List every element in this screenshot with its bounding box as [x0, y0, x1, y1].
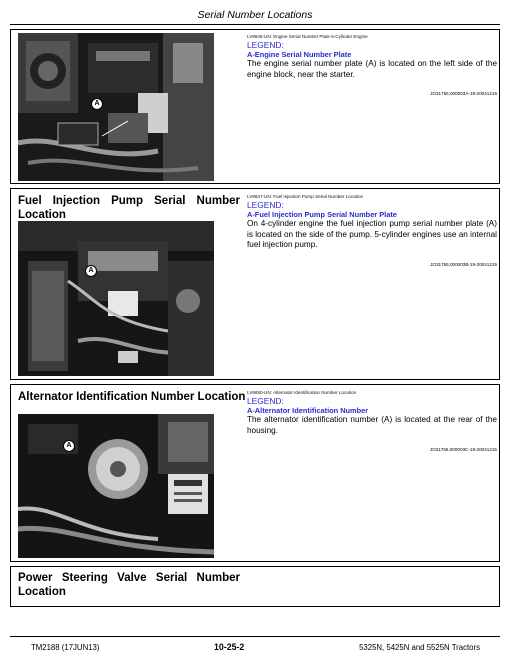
heading-line-2: Location [18, 209, 66, 221]
heading-line-1: Fuel Injection Pump Serial Number [18, 195, 240, 207]
header-divider [10, 24, 500, 25]
footer-doc-id: TM2188 (17JUN13) [31, 643, 100, 652]
legend-label: LEGEND: [247, 396, 284, 406]
callout-a: A [91, 98, 103, 110]
caption-body: On 4-cylinder engine the fuel injection pump serial number plate (A) is located on the side of the pump. 5-cylinder engines use an internal fuel injection pump. [247, 219, 497, 249]
reference-code: JO31755,000003B-19-20041215 [430, 261, 497, 267]
legend-item: A-Engine Serial Number Plate [247, 50, 352, 59]
alternator-caption [247, 389, 497, 454]
reference-code: JO31755,000003C-19-20041215 [429, 447, 497, 452]
engine-serial-plate-caption [247, 33, 497, 98]
section-engine-serial-plate [10, 29, 500, 184]
section-heading [18, 194, 240, 222]
figure-id: LV9646-UN: Engine Serial Number Plate 5-Cylinder Engine [247, 34, 368, 39]
figure-id: LV9650-UN: Alternator Identification Number Location [247, 390, 357, 395]
footer-divider [10, 636, 500, 637]
section-heading [18, 571, 240, 599]
reference-code: JO31755,000003A-19-20041215 [430, 91, 497, 96]
caption-body: The alternator identification number (A) is located at the rear of the housing. [247, 415, 497, 435]
legend-label: LEGEND: [247, 40, 284, 50]
engine-serial-plate-photo [18, 33, 214, 181]
fuel-injection-pump-caption [247, 193, 497, 269]
figure-id: LV9647-UN: Fuel Injection Pump Serial Number Location [247, 194, 364, 199]
heading-line-2: Location [18, 586, 66, 598]
legend-item: A-Alternator Identification Number [247, 406, 369, 415]
section-power-steering-valve [10, 566, 500, 607]
section-heading: Alternator Identification Number Location [18, 391, 246, 403]
heading-line-1: Power Steering Valve Serial Number [18, 572, 240, 584]
footer-page-number: 10-25-2 [214, 642, 245, 652]
section-alternator-id [10, 384, 500, 562]
alternator-photo [18, 414, 214, 558]
page-title: Serial Number Locations [197, 9, 313, 21]
footer-product: 5325N, 5425N and 5525N Tractors [359, 643, 480, 652]
callout-a: A [63, 440, 75, 452]
caption-body: The engine serial number plate (A) is located on the left side of the engine block, near the starter. [247, 59, 497, 79]
legend-item: A-Fuel Injection Pump Serial Number Plate [247, 210, 397, 219]
callout-a: A [85, 265, 97, 277]
fuel-injection-pump-photo [18, 221, 214, 376]
section-fuel-injection-pump [10, 188, 500, 380]
legend-label: LEGEND: [247, 200, 284, 210]
